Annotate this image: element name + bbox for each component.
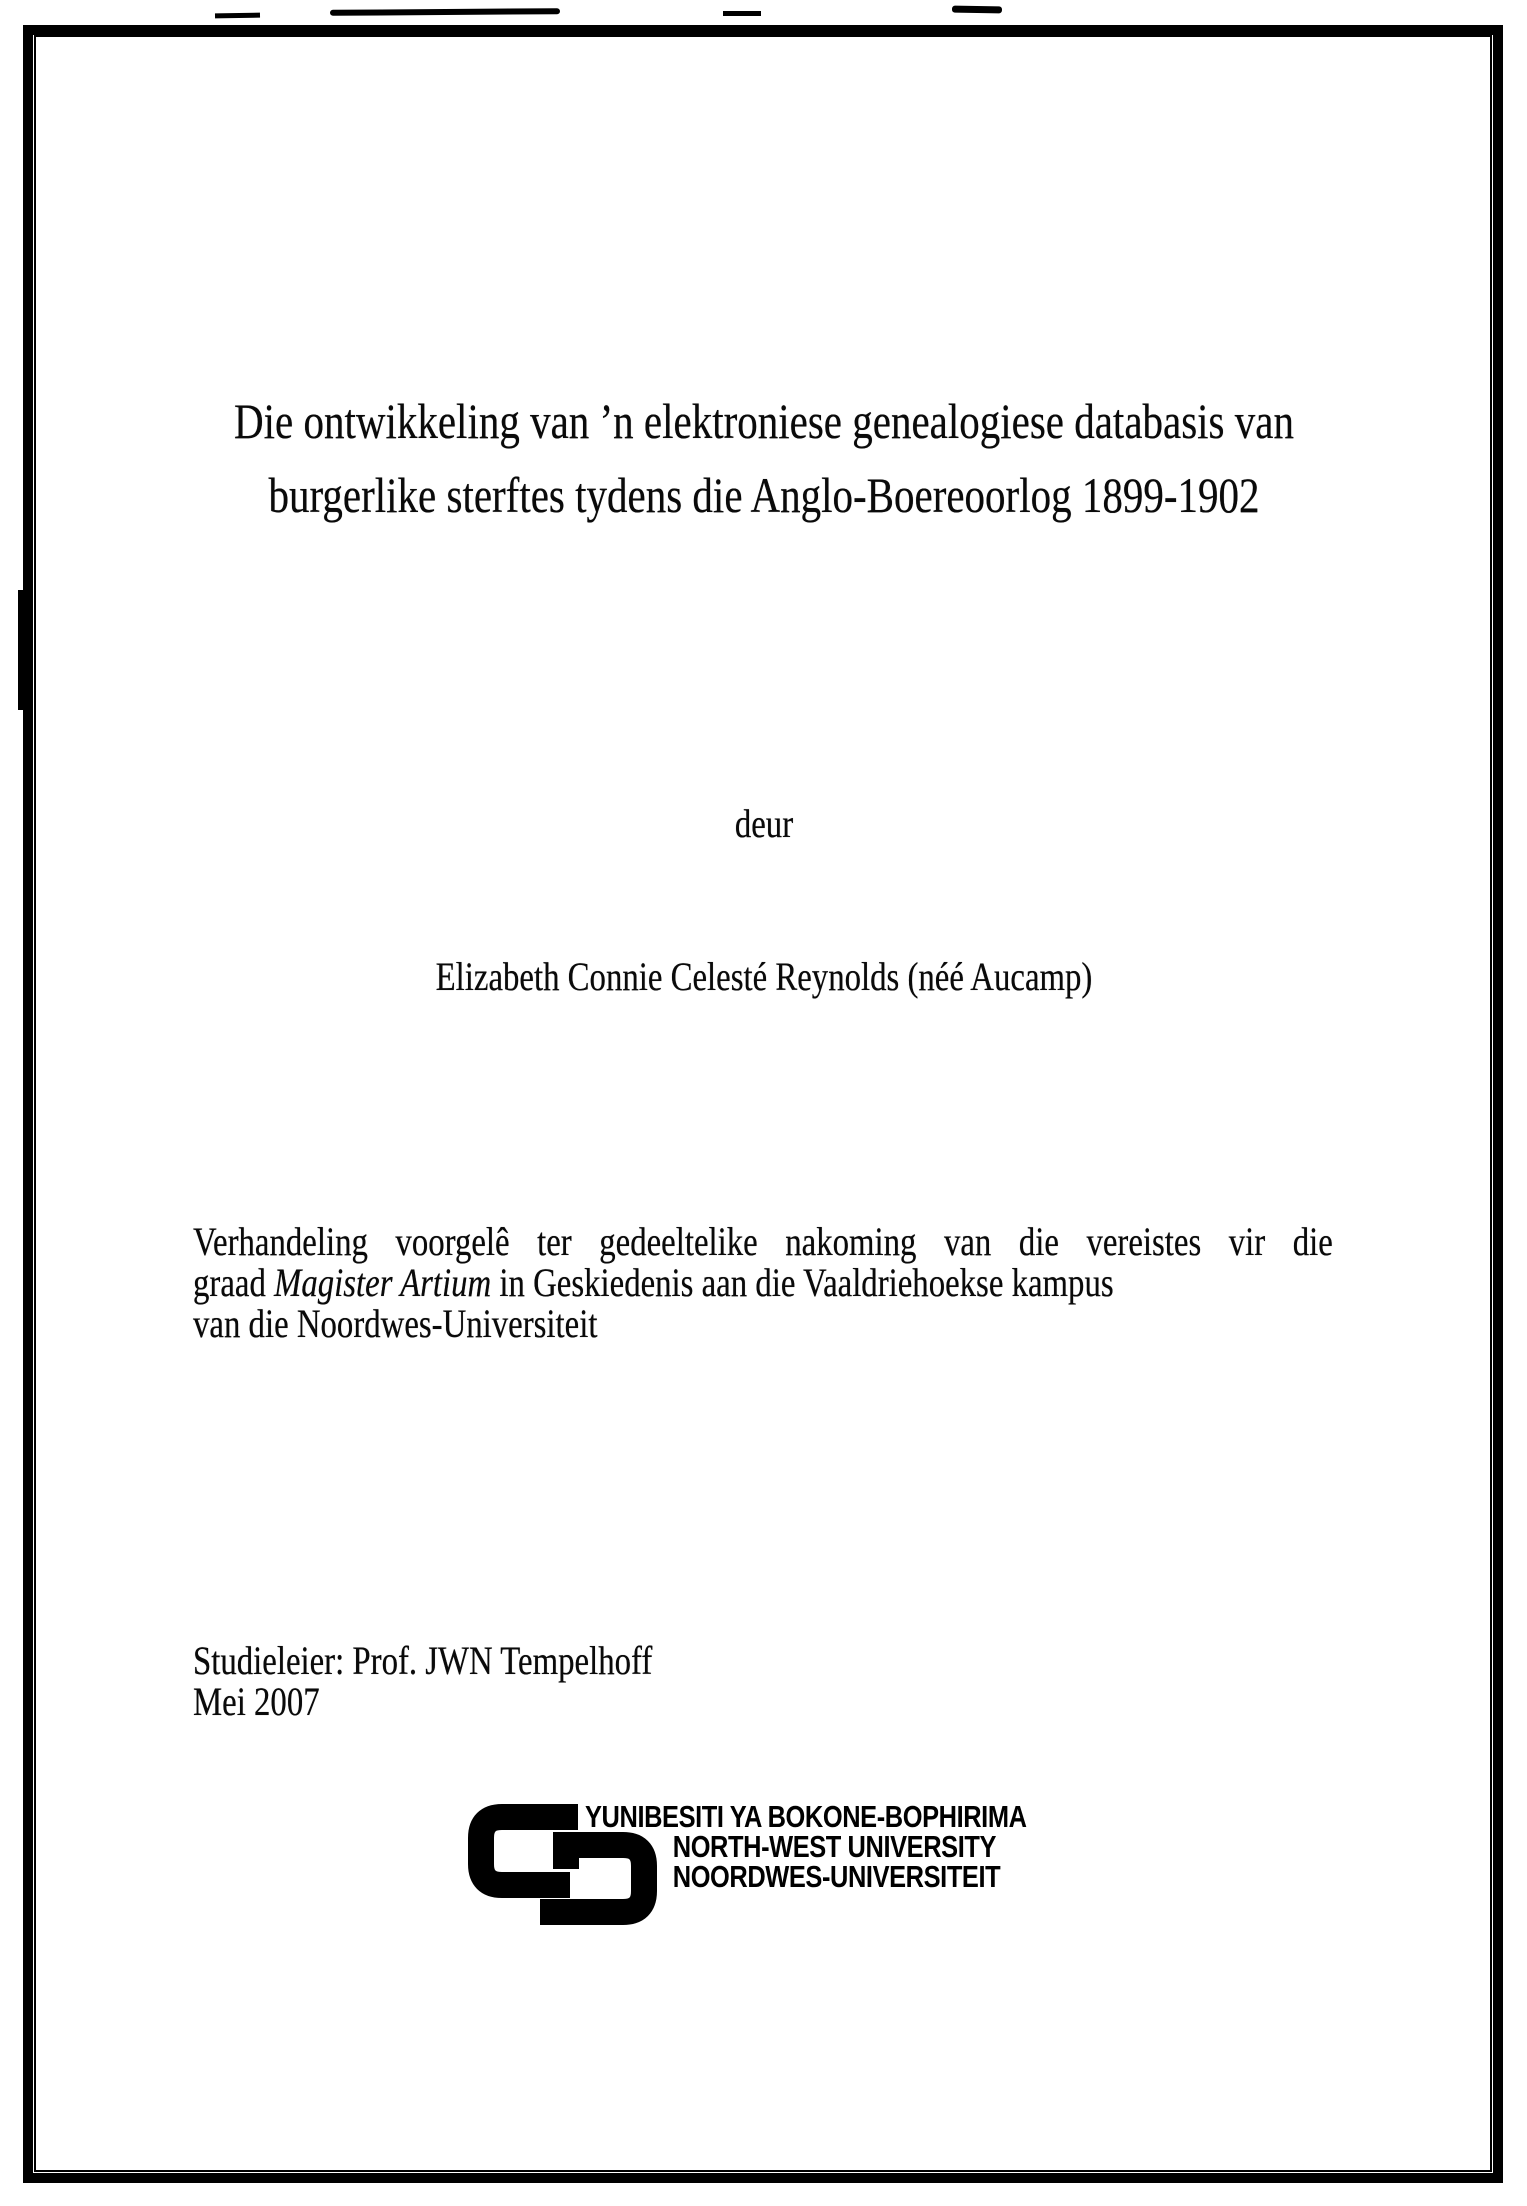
- scan-artifact: [215, 13, 260, 19]
- author: [36, 954, 1492, 1000]
- scan-artifact: [18, 590, 28, 710]
- thesis-title-line2: burgerlike sterftes tydens die Anglo-Boereoorlog 1899-1902: [268, 467, 1260, 523]
- supervisor-line: Studieleier: Prof. JWN Tempelhoff: [193, 1638, 653, 1683]
- thesis-title-line1: Die ontwikkeling van ’n elektroniese genealogiese databasis van: [234, 393, 1294, 449]
- nwu-logo-line2: NORTH-WEST UNIVERSITY: [672, 1829, 997, 1864]
- statement-line2-pre: graad: [193, 1260, 275, 1305]
- statement-degree-name: Magister Artium: [274, 1260, 492, 1305]
- nwu-logo-text: [585, 1799, 1345, 1894]
- byline-label: deur: [734, 801, 794, 846]
- statement-line3: van die Noordwes-Universiteit: [193, 1301, 598, 1346]
- nwu-logo-line1: YUNIBESITI YA BOKONE-BOPHIRIMA: [585, 1799, 1027, 1834]
- scan-artifact: [330, 8, 560, 16]
- scan-artifact: [723, 11, 761, 16]
- scan-artifact: [952, 6, 1002, 14]
- thesis-statement: [193, 1221, 1527, 1344]
- statement-line2-post: in Geskiedenis aan die Vaaldriehoekse kampus: [491, 1260, 1114, 1305]
- nwu-logo-line3: NOORDWES-UNIVERSITEIT: [672, 1859, 1001, 1894]
- thesis-title: [36, 384, 1492, 532]
- supervisor-and-date: [193, 1640, 1193, 1722]
- statement-line1: Verhandeling voorgelê ter gedeeltelike nakoming van die vereistes vir die: [193, 1219, 1333, 1264]
- author-name: Elizabeth Connie Celesté Reynolds (néé Aucamp): [435, 954, 1093, 999]
- statement-line2: [193, 1262, 1333, 1303]
- byline: [36, 801, 1492, 847]
- date-line: Mei 2007: [193, 1679, 320, 1724]
